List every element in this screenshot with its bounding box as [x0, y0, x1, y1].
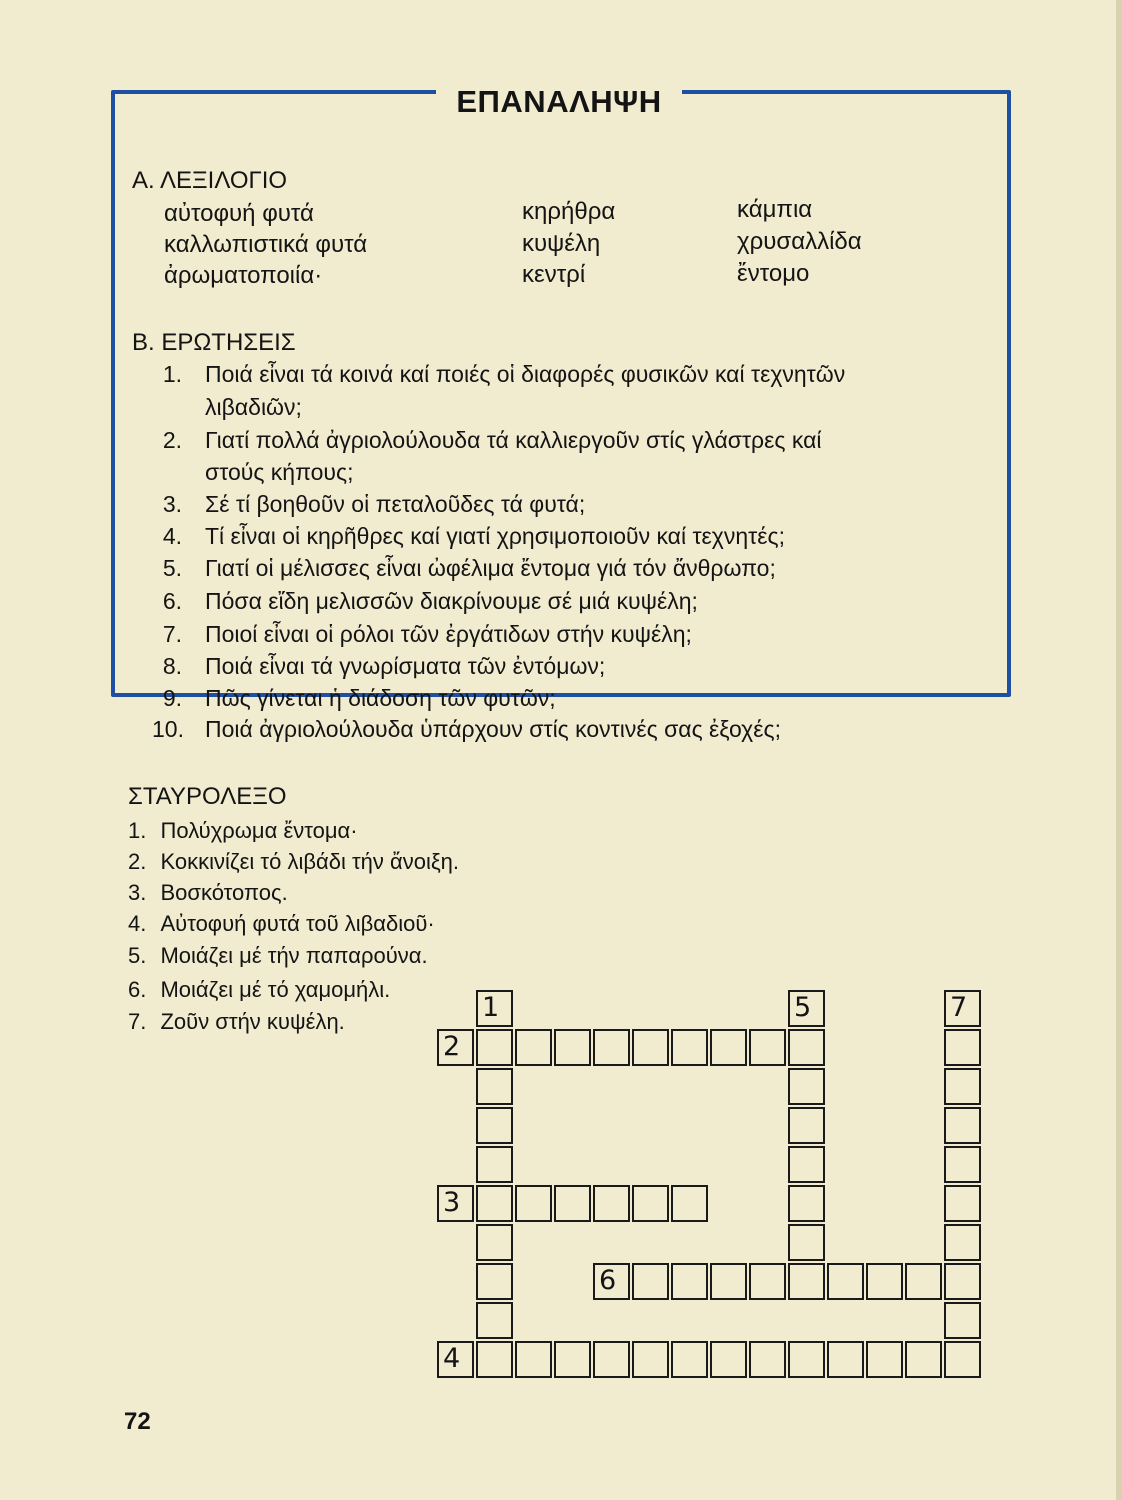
question-text-continued: λιβαδιῶν;	[205, 394, 302, 420]
clue-text: Αὐτοφυή φυτά τοῦ λιβαδιοῦ·	[160, 911, 435, 936]
crossword-cell[interactable]	[593, 1341, 630, 1378]
crossword-cell[interactable]	[944, 1068, 981, 1105]
page-edge	[1116, 0, 1122, 1500]
vocab-word: χρυσαλλίδα	[737, 228, 862, 255]
crossword-clue	[128, 815, 358, 846]
crossword-cell[interactable]	[632, 1263, 669, 1300]
crossword-start-cell[interactable]: 7	[944, 990, 981, 1027]
question-number: 7.	[162, 621, 182, 647]
crossword-cell[interactable]	[905, 1341, 942, 1378]
crossword-heading: ΣΤΑΥΡΟΛΕΞΟ	[128, 783, 287, 810]
question-item	[152, 713, 992, 749]
crossword-start-cell[interactable]: 2	[437, 1029, 474, 1066]
page-number: 72	[124, 1408, 151, 1435]
question-text: Ποιά ἀγριολούλουδα ὑπάρχουν στίς κοντινές σας ἐξοχές;	[205, 716, 781, 742]
question-text: Γιατί πολλά ἀγριολούλουδα τά καλλιεργοῦν στίς γλάστρες καί	[205, 427, 822, 453]
vocab-word: κηρήθρα	[522, 198, 616, 225]
crossword-cell[interactable]	[632, 1341, 669, 1378]
clue-number: 5.	[128, 943, 147, 968]
question-number: 10.	[152, 716, 184, 742]
crossword-cell[interactable]	[944, 1263, 981, 1300]
crossword-cell[interactable]	[554, 1029, 591, 1066]
crossword-start-cell[interactable]: 1	[476, 990, 513, 1027]
vocab-word: ἔντομο	[737, 260, 810, 287]
crossword-cell[interactable]	[788, 1341, 825, 1378]
crossword-grid	[437, 990, 993, 1380]
question-text-continued: στούς κήπους;	[205, 459, 354, 485]
question-text: Ποιά εἶναι τά κοινά καί ποιές οἱ διαφορές φυσικῶν καί τεχνητῶν	[205, 361, 846, 387]
crossword-start-cell[interactable]: 6	[593, 1263, 630, 1300]
crossword-cell[interactable]	[944, 1107, 981, 1144]
clue-text: Κοκκινίζει τό λιβάδι τήν ἄνοιξη.	[160, 849, 460, 874]
crossword-cell[interactable]	[866, 1263, 903, 1300]
crossword-cell[interactable]	[476, 1029, 513, 1066]
crossword-cell[interactable]	[866, 1341, 903, 1378]
clue-text: Μοιάζει μέ τήν παπαρούνα.	[160, 943, 428, 968]
crossword-cell[interactable]	[515, 1341, 552, 1378]
crossword-cell[interactable]	[476, 1341, 513, 1378]
crossword-clue	[128, 1006, 345, 1037]
crossword-cell[interactable]	[710, 1263, 747, 1300]
question-number: 3.	[162, 491, 182, 517]
crossword-cell[interactable]	[476, 1224, 513, 1261]
crossword-cell[interactable]	[476, 1302, 513, 1339]
question-text: Γιατί οἱ μέλισσες εἶναι ὠφέλιμα ἔντομα γιά τόν ἄνθρωπο;	[205, 555, 776, 581]
crossword-cell[interactable]	[476, 1263, 513, 1300]
crossword-cell[interactable]	[944, 1224, 981, 1261]
crossword-cell[interactable]	[944, 1341, 981, 1378]
crossword-start-cell[interactable]: 5	[788, 990, 825, 1027]
question-text: Τί εἶναι οἱ κηρῆθρες καί γιατί χρησιμοποιοῦν καί τεχνητές;	[205, 523, 785, 549]
crossword-cell[interactable]	[788, 1263, 825, 1300]
crossword-cell[interactable]	[515, 1185, 552, 1222]
crossword-cell[interactable]	[749, 1263, 786, 1300]
crossword-clue	[128, 846, 459, 877]
crossword-cell[interactable]	[827, 1263, 864, 1300]
crossword-cell[interactable]	[671, 1263, 708, 1300]
crossword-cell[interactable]	[593, 1185, 630, 1222]
crossword-cell[interactable]	[671, 1029, 708, 1066]
vocab-word: κυψέλη	[522, 230, 601, 257]
crossword-clue	[128, 908, 435, 939]
crossword-cell[interactable]	[749, 1029, 786, 1066]
crossword-cell[interactable]	[476, 1107, 513, 1144]
crossword-start-cell[interactable]: 3	[437, 1185, 474, 1222]
clue-text: Ζοῦν στήν κυψέλη.	[160, 1009, 345, 1034]
crossword-clue	[128, 974, 390, 1005]
question-item	[152, 618, 992, 654]
vocab-word: καλλωπιστικά φυτά	[164, 231, 368, 258]
clue-text: Μοιάζει μέ τό χαμομήλι.	[160, 977, 391, 1002]
crossword-clue	[128, 877, 288, 908]
clue-number: 6.	[128, 977, 147, 1002]
crossword-cell[interactable]	[632, 1029, 669, 1066]
question-text: Ποιά εἶναι τά γνωρίσματα τῶν ἐντόμων;	[205, 653, 606, 679]
crossword-cell[interactable]	[944, 1146, 981, 1183]
question-text: Πῶς γίνεται ἡ διάδοση τῶν φυτῶν;	[205, 685, 556, 711]
crossword-cell[interactable]	[554, 1185, 591, 1222]
vocabulary-heading: Α. ΛΕΞΙΛΟΓΙΟ	[132, 167, 288, 194]
question-number: 9.	[162, 685, 182, 711]
vocab-word: ἀρωματοποιία·	[164, 262, 323, 289]
question-number: 4.	[162, 523, 182, 549]
crossword-cell[interactable]	[554, 1341, 591, 1378]
crossword-cell[interactable]	[671, 1185, 708, 1222]
crossword-start-cell[interactable]: 4	[437, 1341, 474, 1378]
crossword-cell[interactable]	[788, 1068, 825, 1105]
crossword-cell[interactable]	[944, 1185, 981, 1222]
question-item	[152, 552, 992, 588]
page-title: ΕΠΑΝΑΛΗΨΗ	[436, 80, 682, 124]
crossword-cell[interactable]	[476, 1068, 513, 1105]
crossword-cell[interactable]	[788, 1107, 825, 1144]
clue-number: 3.	[128, 880, 147, 905]
crossword-cell[interactable]	[593, 1029, 630, 1066]
question-text: Ποιοί εἶναι οἱ ρόλοι τῶν ἐργάτιδων στήν κυψέλη;	[205, 621, 692, 647]
crossword-cell[interactable]	[671, 1341, 708, 1378]
crossword-cell[interactable]	[515, 1029, 552, 1066]
clue-number: 1.	[128, 818, 147, 843]
crossword-cell[interactable]	[788, 1185, 825, 1222]
questions-heading: Β. ΕΡΩΤΗΣΕΙΣ	[132, 329, 296, 356]
clue-number: 4.	[128, 911, 147, 936]
question-item	[152, 488, 992, 524]
question-item	[152, 520, 992, 556]
clue-text: Βοσκότοπος.	[160, 880, 288, 905]
question-number: 8.	[162, 653, 182, 679]
crossword-cell[interactable]	[632, 1185, 669, 1222]
crossword-cell[interactable]	[905, 1263, 942, 1300]
crossword-cell[interactable]	[749, 1341, 786, 1378]
crossword-cell[interactable]	[710, 1341, 747, 1378]
question-text: Σέ τί βοηθοῦν οἱ πεταλοῦδες τά φυτά;	[205, 491, 586, 517]
crossword-cell[interactable]	[476, 1146, 513, 1183]
clue-text: Πολύχρωμα ἔντομα·	[160, 818, 358, 843]
question-text: Πόσα εἴδη μελισσῶν διακρίνουμε σέ μιά κυψέλη;	[205, 588, 698, 614]
clue-number: 2.	[128, 849, 147, 874]
question-item	[152, 358, 992, 394]
question-number: 5.	[162, 555, 182, 581]
crossword-cell[interactable]	[827, 1341, 864, 1378]
vocab-word: αὐτοφυή φυτά	[164, 200, 314, 227]
crossword-cell[interactable]	[944, 1302, 981, 1339]
crossword-cell[interactable]	[788, 1029, 825, 1066]
vocab-word: κεντρί	[522, 261, 586, 288]
crossword-cell[interactable]	[476, 1185, 513, 1222]
crossword-clue	[128, 940, 428, 971]
crossword-cell[interactable]	[788, 1224, 825, 1261]
question-item	[152, 585, 992, 621]
vocab-word: κάμπια	[737, 196, 813, 223]
question-item	[152, 650, 992, 686]
clue-number: 7.	[128, 1009, 147, 1034]
question-number: 1.	[162, 361, 182, 387]
question-number: 2.	[162, 427, 182, 453]
question-item	[152, 424, 992, 460]
crossword-cell[interactable]	[944, 1029, 981, 1066]
crossword-cell[interactable]	[788, 1146, 825, 1183]
crossword-cell[interactable]	[710, 1029, 747, 1066]
question-number: 6.	[162, 588, 182, 614]
